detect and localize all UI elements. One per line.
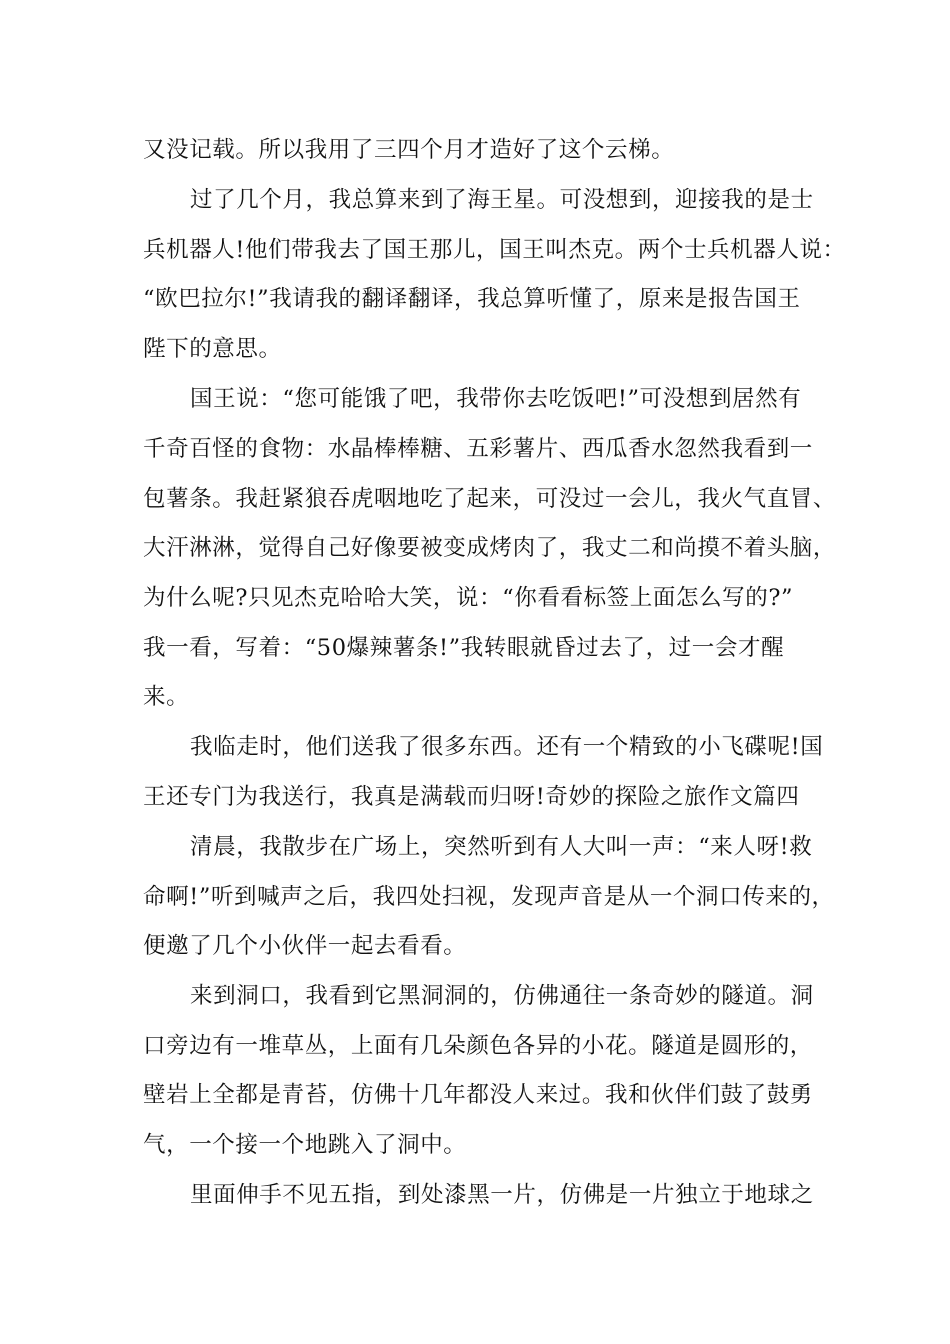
text-line: 我临走时，他们送我了很多东西。还有一个精致的小飞碟呢!国 bbox=[190, 734, 824, 760]
text-line: 里面伸手不见五指，到处漆黑一片，仿佛是一片独立于地球之 bbox=[190, 1182, 814, 1208]
text-line: 国王说：“您可能饿了吧，我带你去吃饭吧!”可没想到居然有 bbox=[190, 386, 802, 412]
text-line: 陛下的意思。 bbox=[143, 336, 282, 362]
text-line: “欧巴拉尔!”我请我的翻译翻译，我总算听懂了，原来是报告国王 bbox=[143, 286, 801, 312]
text-line: 兵机器人!他们带我去了国王那儿，国王叫杰克。两个士兵机器人说： bbox=[143, 237, 846, 263]
text-line: 又没记载。所以我用了三四个月才造好了这个云梯。 bbox=[143, 137, 675, 163]
text-line: 来到洞口，我看到它黑洞洞的，仿佛通往一条奇妙的隧道。洞 bbox=[190, 983, 814, 1009]
text-line: 大汗淋淋，觉得自己好像要被变成烤肉了，我丈二和尚摸不着头脑， bbox=[143, 535, 837, 561]
text-line: 来。 bbox=[143, 684, 190, 710]
text-line: 千奇百怪的食物：水晶棒棒糖、五彩薯片、西瓜香水忽然我看到一 bbox=[143, 436, 813, 462]
text-line: 包薯条。我赶紧狼吞虎咽地吃了起来，可没过一会儿，我火气直冒、 bbox=[143, 486, 837, 512]
text-line: 口旁边有一堆草丛，上面有几朵颜色各异的小花。隧道是圆形的， bbox=[143, 1033, 813, 1059]
text-line: 过了几个月，我总算来到了海王星。可没想到，迎接我的是士 bbox=[190, 187, 814, 213]
text-line: 命啊!”听到喊声之后，我四处扫视，发现声音是从一个洞口传来的， bbox=[143, 884, 835, 910]
text-line: 王还专门为我送行，我真是满载而归呀!奇妙的探险之旅作文篇四 bbox=[143, 784, 800, 810]
text-line: 便邀了几个小伙伴一起去看看。 bbox=[143, 933, 467, 959]
text-line: 为什么呢?只见杰克哈哈大笑，说：“你看看标签上面怎么写的?” bbox=[143, 585, 794, 611]
text-line: 气，一个接一个地跳入了洞中。 bbox=[143, 1132, 467, 1158]
text-line: 我一看，写着：“50爆辣薯条!”我转眼就昏过去了，过一会才醒 bbox=[143, 635, 785, 661]
text-line: 清晨，我散步在广场上，突然听到有人大叫一声：“来人呀!救 bbox=[190, 834, 813, 860]
text-line: 壁岩上全都是青苔，仿佛十几年都没人来过。我和伙伴们鼓了鼓勇 bbox=[143, 1082, 813, 1108]
